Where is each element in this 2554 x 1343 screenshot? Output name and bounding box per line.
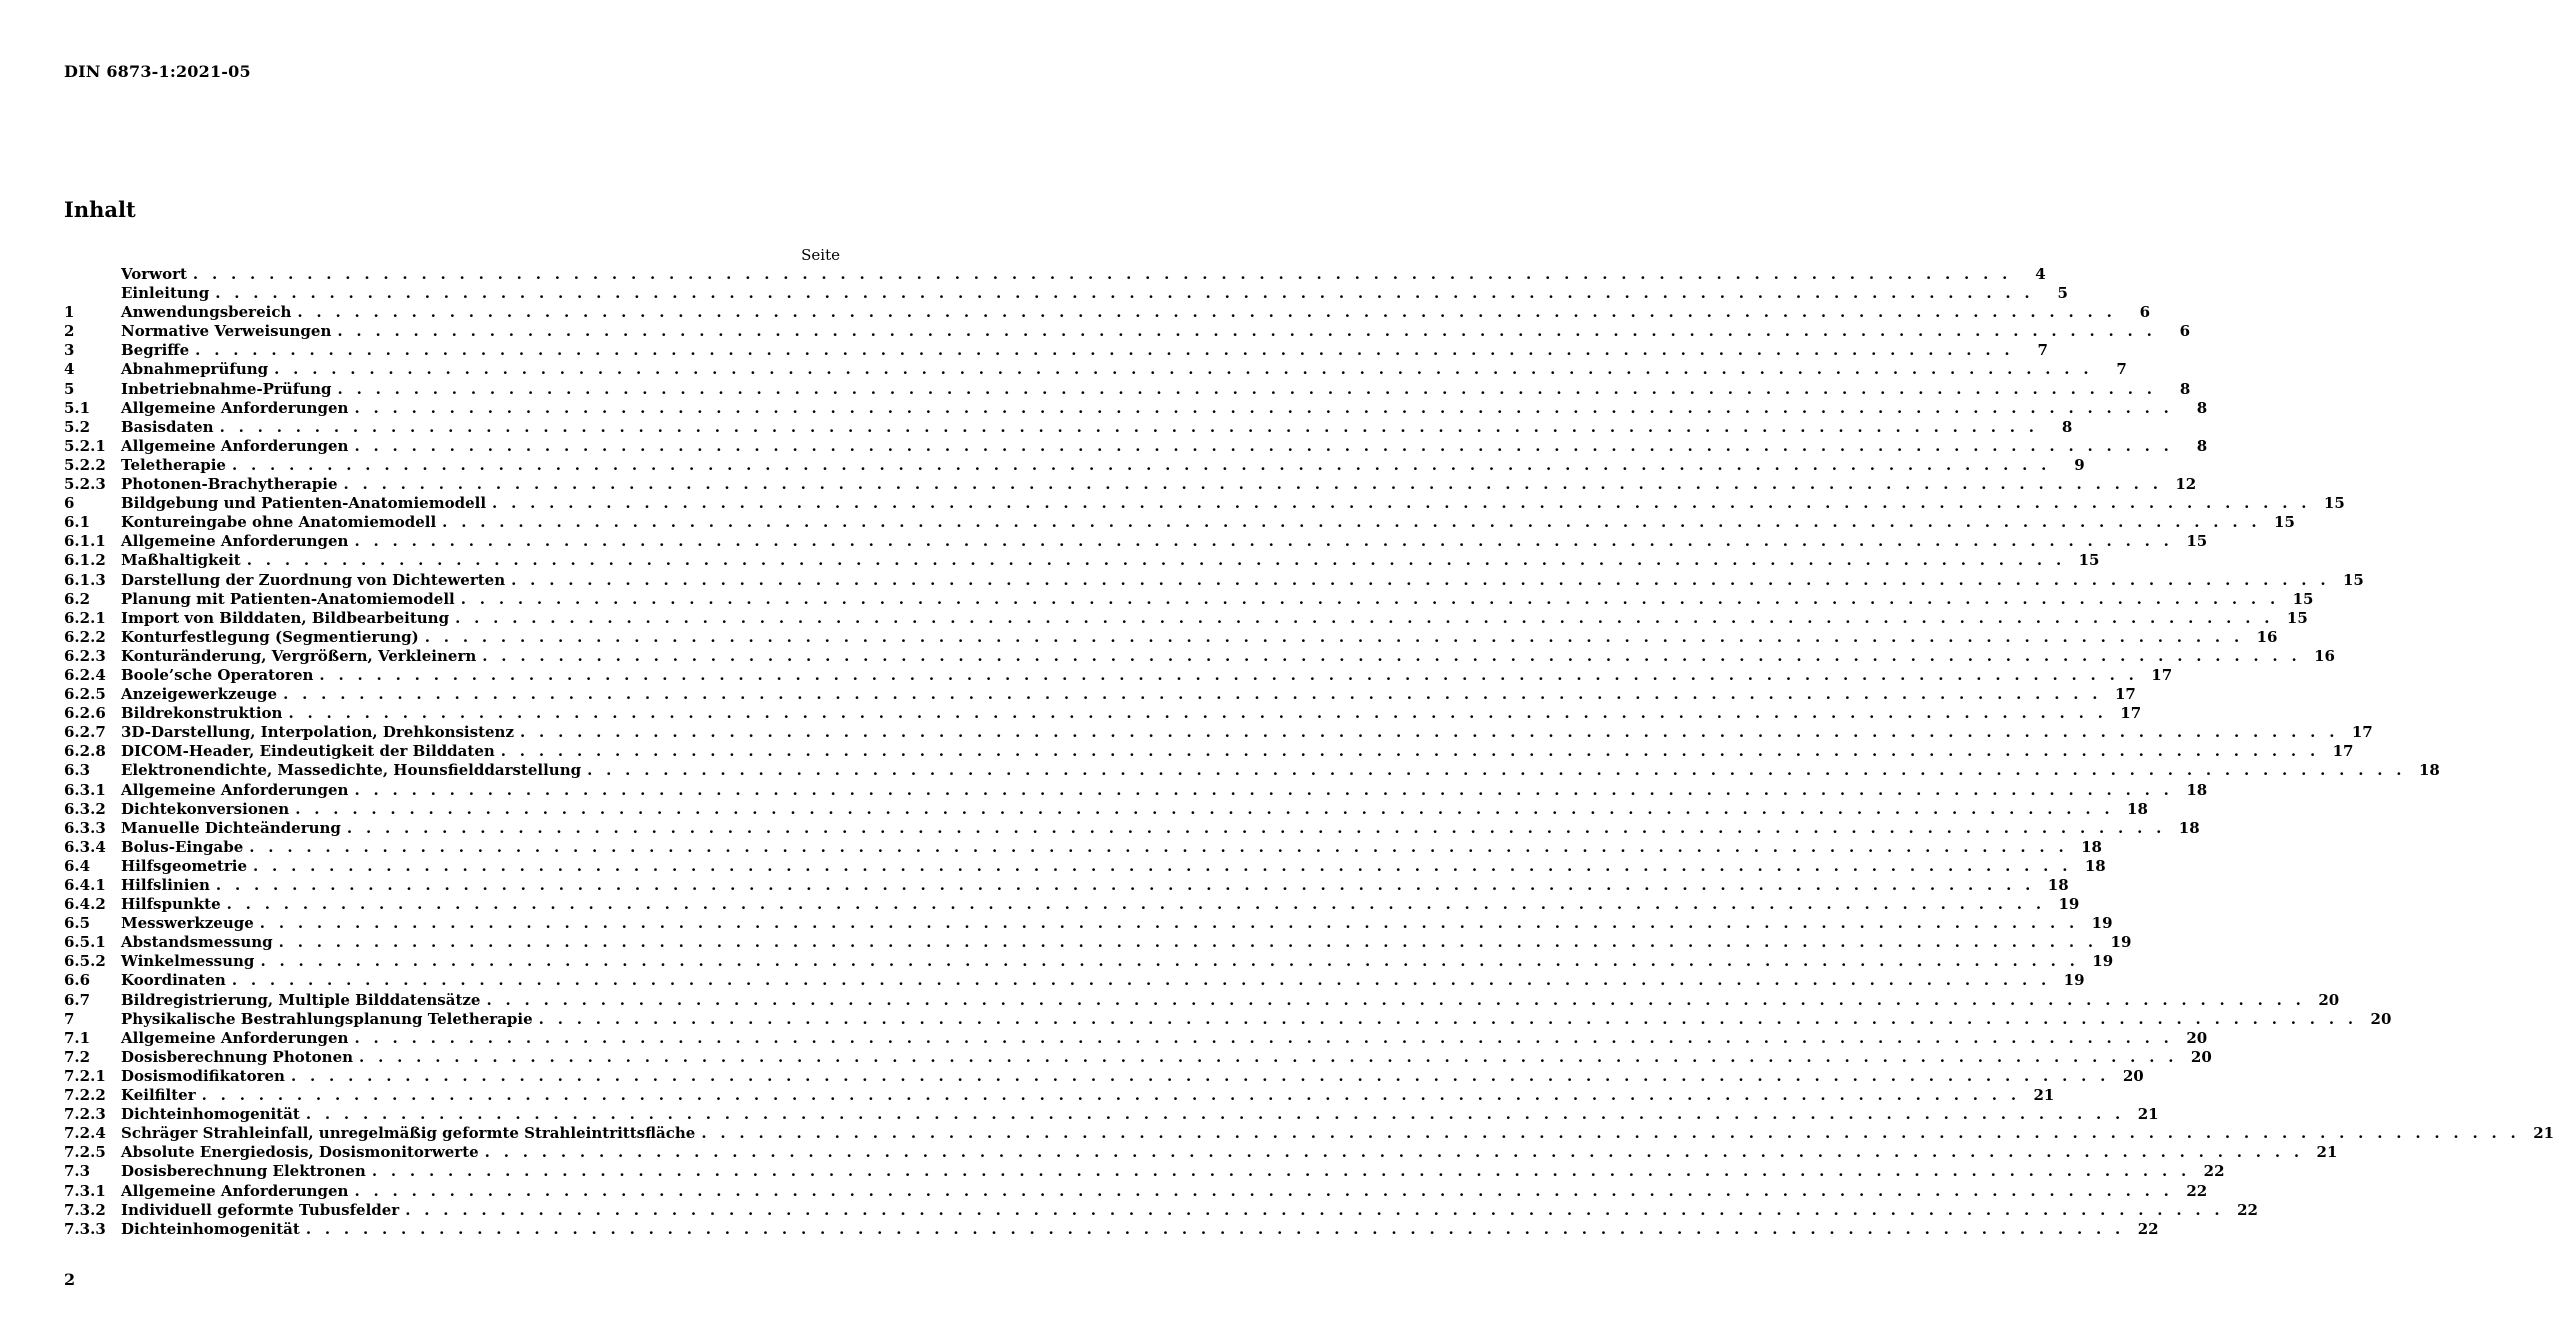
toc-entry-title: Kontureingabe ohne Anatomiemodell <box>121 513 437 532</box>
toc-entry-title: Hilfsgeometrie <box>121 856 247 875</box>
toc-entry-number: 6.3.3 <box>64 818 106 837</box>
toc-entry-page: 20 <box>2318 990 2340 1009</box>
toc-entry[interactable] <box>64 780 2208 800</box>
toc-entry-number: 7.2.2 <box>64 1086 106 1105</box>
toc-entry-title: Vorwort <box>121 265 187 283</box>
dot-leader <box>295 800 2114 819</box>
dot-leader <box>482 647 2301 666</box>
toc-entry-page: 21 <box>2533 1124 2554 1143</box>
toc-entry-number: 6.3.1 <box>64 780 106 799</box>
toc-entry-page: 17 <box>2351 723 2373 742</box>
document-id: DIN 6873-1:2021-05 <box>64 62 251 81</box>
dot-leader <box>347 819 2166 838</box>
toc-entry-page: 8 <box>2179 379 2191 398</box>
toc-entry-number: 6 <box>64 494 75 513</box>
dot-leader <box>215 284 2034 303</box>
toc-entry-number: 7.3 <box>64 1162 91 1181</box>
dot-leader <box>260 914 2079 933</box>
toc-entry-page: 7 <box>2116 360 2127 379</box>
toc-entry-number: 6.4.2 <box>64 895 106 914</box>
toc-entry-title: Planung mit Patienten-Anatomiemodell <box>121 589 455 608</box>
toc-entry-number: 6.1.3 <box>64 570 106 589</box>
dot-leader <box>501 742 2320 761</box>
dot-leader <box>701 1124 2520 1143</box>
dot-leader <box>511 571 2330 590</box>
dot-leader <box>461 590 2280 609</box>
toc-entry[interactable] <box>64 1028 2208 1048</box>
dot-leader <box>260 952 2079 971</box>
toc-entry[interactable] <box>64 494 2345 513</box>
toc-entry-number: 6.1.2 <box>64 551 106 570</box>
dot-leader <box>306 1220 2125 1239</box>
toc-entry-title: Absolute Energiedosis, Dosismonitorwerte <box>121 1143 479 1162</box>
toc-entry-number: 6.3 <box>64 761 91 780</box>
toc-entry[interactable] <box>64 818 2200 838</box>
dot-leader <box>455 609 2274 628</box>
toc-entry-page: 18 <box>2047 876 2069 894</box>
toc-entry-page: 21 <box>2316 1143 2338 1162</box>
toc-entry[interactable] <box>64 1181 2208 1201</box>
toc-entry-page: 15 <box>2292 589 2314 608</box>
toc-entry-title: Inbetriebnahme-Prüfung <box>121 379 332 398</box>
toc-entry-page: 20 <box>2122 1066 2144 1085</box>
dot-leader <box>539 1010 2358 1029</box>
toc-entry[interactable] <box>64 856 2106 876</box>
dot-leader <box>405 1201 2224 1220</box>
toc-entry[interactable] <box>64 1143 2338 1162</box>
toc-entry-number: 6.4.1 <box>64 876 106 894</box>
toc-entry-page: 15 <box>2186 532 2208 551</box>
toc-entry-title: Begriffe <box>121 341 190 360</box>
toc-entry-number: 6.5.1 <box>64 933 106 952</box>
page-column-label: Seite <box>801 246 840 264</box>
toc-entry-page: 19 <box>2058 895 2080 914</box>
toc-entry-title: 3D-Darstellung, Interpolation, Drehkonsistenz <box>121 723 514 742</box>
dot-leader <box>279 933 2098 952</box>
toc-entry[interactable] <box>64 761 2440 780</box>
toc-entry-page: 15 <box>2078 551 2100 570</box>
toc-entry-number: 6.2.4 <box>64 665 106 684</box>
toc-entry-page: 16 <box>2314 646 2335 665</box>
toc-entry[interactable] <box>64 799 2148 819</box>
toc-entry-page: 8 <box>2196 436 2208 455</box>
toc-entry-title: Winkelmessung <box>121 952 255 971</box>
toc-entry-page: 20 <box>2190 1047 2212 1066</box>
toc-entry-page: 19 <box>2091 914 2113 933</box>
toc-entry-number: 6.1 <box>64 513 91 532</box>
dot-leader <box>492 494 2311 513</box>
toc-entry-number: 5.2.1 <box>64 436 106 455</box>
toc-entry-number: 6.5.2 <box>64 952 106 971</box>
toc-entry-title: Maßhaltigkeit <box>121 551 241 570</box>
toc-entry-title: Abstandsmessung <box>121 933 273 952</box>
toc-entry[interactable] <box>64 589 2314 609</box>
toc-entry-title: Allgemeine Anforderungen <box>121 398 349 417</box>
toc-entry[interactable] <box>64 990 2340 1010</box>
toc-entry-title: Bildregistrierung, Multiple Bilddatensätze <box>121 990 481 1009</box>
toc-entry-title: Dichtekonversionen <box>121 799 290 818</box>
toc-entry-page: 15 <box>2342 570 2364 589</box>
toc-entry-title: Abnahmeprüfung <box>121 360 269 379</box>
toc-entry-number: 7.2.5 <box>64 1143 106 1162</box>
dot-leader <box>425 628 2244 647</box>
toc-entry[interactable] <box>64 971 2085 990</box>
toc-entry-page: 15 <box>2286 608 2308 627</box>
toc-entry-number: 5 <box>64 379 75 398</box>
dot-leader <box>587 761 2406 780</box>
toc-entry-page: 8 <box>2061 417 2073 436</box>
toc-entry[interactable] <box>64 360 2127 379</box>
toc-entry-title: Konturfestlegung (Segmentierung) <box>121 627 419 646</box>
toc-entry[interactable] <box>64 417 2073 437</box>
toc-entry-title: Normative Verweisungen <box>121 322 332 341</box>
toc-entry-number: 5.1 <box>64 398 91 417</box>
toc-entry-title: Allgemeine Anforderungen <box>121 780 349 799</box>
toc-entry-number: 7.2.4 <box>64 1124 106 1143</box>
toc-entry-page: 19 <box>2063 971 2085 990</box>
toc-entry-number: 6.2.3 <box>64 646 106 665</box>
toc-entry[interactable] <box>64 723 2373 742</box>
toc-entry-number: 7.2.1 <box>64 1066 106 1085</box>
toc-entry[interactable] <box>64 742 2354 761</box>
toc-entry-page: 18 <box>2081 837 2102 856</box>
toc-entry-title: Dosismodifikatoren <box>121 1066 285 1085</box>
toc-entry[interactable] <box>64 265 2046 284</box>
toc-entry[interactable] <box>64 341 2048 360</box>
toc-entry-title: Manuelle Dichteänderung <box>121 818 341 837</box>
toc-entry-number: 4 <box>64 360 75 379</box>
toc-entry-title: Physikalische Bestrahlungsplanung Teletherapie <box>121 1009 533 1028</box>
toc-entry-title: Photonen-Brachytherapie <box>121 475 338 494</box>
toc-entry-title: Allgemeine Anforderungen <box>121 1181 349 1200</box>
dot-leader <box>297 303 2116 322</box>
toc-entry[interactable] <box>64 455 2085 475</box>
toc-entry-title: Dosisberechnung Photonen <box>121 1047 354 1066</box>
toc-entry-title: Dichteinhomogenität <box>121 1219 300 1238</box>
toc-entry-number: 5.2 <box>64 417 91 436</box>
dot-leader <box>319 666 2138 685</box>
dot-leader <box>247 551 2066 570</box>
toc-entry-title: Schräger Strahleinfall, unregelmäßig geformte Strahleintrittsfläche <box>121 1124 696 1143</box>
toc-entry-title: Keilfilter <box>121 1086 196 1105</box>
dot-leader <box>344 475 2163 494</box>
toc-entry-title: Boole’sche Operatoren <box>121 665 314 684</box>
toc-entry-number: 6.2.2 <box>64 627 106 646</box>
toc-entry-title: Import von Bilddaten, Bildbearbeitung <box>121 608 450 627</box>
toc-entry-number: 6.6 <box>64 971 91 990</box>
toc-entry-title: Elektronendichte, Massedichte, Hounsfielddarstellung <box>121 761 582 780</box>
toc-entry-title: Hilfspunkte <box>121 895 221 914</box>
toc-entry[interactable] <box>64 914 2113 933</box>
toc-entry-page: 4 <box>2035 265 2046 283</box>
toc-entry[interactable] <box>64 570 2364 590</box>
dot-leader <box>274 360 2093 379</box>
toc-entry-number: 5.2.3 <box>64 475 106 494</box>
toc-entry[interactable] <box>64 952 2114 971</box>
toc-entry[interactable] <box>64 933 2132 952</box>
toc-entry[interactable] <box>64 1009 2392 1029</box>
toc-entry-page: 18 <box>2178 818 2200 837</box>
toc-entry-page: 6 <box>2179 322 2191 341</box>
toc-entry-title: Darstellung der Zuordnung von Dichtewerten <box>121 570 506 589</box>
toc-entry-title: Bolus-Eingabe <box>121 837 244 856</box>
dot-leader <box>306 1105 2125 1124</box>
dot-leader <box>195 341 2014 360</box>
toc-entry-number: 6.2.5 <box>64 685 106 704</box>
toc-entry[interactable] <box>64 1086 2055 1105</box>
toc-entry-page: 17 <box>2332 742 2354 761</box>
toc-entry-page: 17 <box>2114 685 2136 704</box>
toc-entry-number: 5.2.2 <box>64 455 106 474</box>
toc-entry[interactable] <box>64 436 2208 456</box>
toc-entry[interactable] <box>64 895 2080 914</box>
toc-entry-page: 17 <box>2120 704 2142 723</box>
toc-entry-title: Basisdaten <box>121 417 214 436</box>
toc-entry-page: 20 <box>2186 1028 2208 1047</box>
dot-leader <box>232 456 2051 475</box>
toc-entry[interactable] <box>64 1162 2225 1181</box>
toc-entry-page: 21 <box>2137 1105 2159 1124</box>
toc-entry-title: Einleitung <box>121 284 210 303</box>
toc-entry-page: 22 <box>2186 1181 2208 1200</box>
toc-entry-title: Anwendungsbereich <box>121 303 292 322</box>
toc-entry-title: Koordinaten <box>121 971 226 990</box>
toc-entry-title: Anzeigewerkzeuge <box>121 685 278 704</box>
toc-entry-number: 6.4 <box>64 856 91 875</box>
toc-entry-number: 6.2.1 <box>64 608 106 627</box>
dot-leader <box>354 437 2173 456</box>
toc-entry-page: 9 <box>2074 455 2085 474</box>
toc-entry-number: 1 <box>64 303 75 322</box>
toc-entry-title: Messwerkzeuge <box>121 914 254 933</box>
toc-entry-page: 18 <box>2186 780 2208 799</box>
toc-entry-title: Bildgebung und Patienten-Anatomiemodell <box>121 494 487 513</box>
dot-leader <box>193 265 2012 284</box>
dot-leader <box>220 418 2039 437</box>
toc-entry-number: 7.3.1 <box>64 1181 106 1200</box>
toc-entry-page: 18 <box>2127 799 2148 818</box>
dot-leader <box>359 1048 2178 1067</box>
dot-leader <box>354 781 2173 800</box>
toc-entry[interactable] <box>64 1124 2554 1143</box>
toc-entry[interactable] <box>64 532 2208 551</box>
toc-entry-page: 19 <box>2092 952 2114 971</box>
dot-leader <box>354 1029 2173 1048</box>
toc-entry-page: 15 <box>2323 494 2345 513</box>
dot-leader <box>288 704 2107 723</box>
toc-entry-title: DICOM-Header, Eindeutigkeit der Bilddaten <box>121 742 495 761</box>
toc-entry[interactable] <box>64 665 2173 685</box>
dot-leader <box>283 685 2102 704</box>
toc-entry[interactable] <box>64 551 2100 570</box>
toc-entry-title: Allgemeine Anforderungen <box>121 1028 349 1047</box>
toc-title: Inhalt <box>64 197 136 222</box>
toc-entry-page: 19 <box>2110 933 2132 952</box>
dot-leader <box>227 895 2046 914</box>
dot-leader <box>253 857 2072 876</box>
toc-entry[interactable] <box>64 1200 2258 1220</box>
dot-leader <box>520 723 2339 742</box>
toc-entry-page: 22 <box>2237 1200 2258 1219</box>
dot-leader <box>354 532 2173 551</box>
toc-entry-page: 21 <box>2033 1086 2055 1105</box>
dot-leader <box>486 991 2305 1010</box>
toc-entry-number: 6.2.8 <box>64 742 106 761</box>
toc-entry-page: 8 <box>2196 398 2208 417</box>
toc-entry[interactable] <box>64 398 2208 418</box>
toc-entry-number: 7 <box>64 1009 75 1028</box>
toc-entry-title: Konturänderung, Vergrößern, Verkleinern <box>121 646 477 665</box>
dot-leader <box>485 1143 2304 1162</box>
toc-entry-number: 6.1.1 <box>64 532 106 551</box>
toc-entry-title: Dichteinhomogenität <box>121 1105 300 1124</box>
toc-entry-title: Hilfslinien <box>121 876 210 894</box>
toc-entry-title: Allgemeine Anforderungen <box>121 436 349 455</box>
dot-leader <box>249 838 2068 857</box>
toc-entry[interactable] <box>64 303 2151 322</box>
toc-entry-page: 22 <box>2203 1162 2225 1181</box>
dot-leader <box>372 1162 2191 1181</box>
table-of-contents <box>64 265 2554 1239</box>
toc-entry-number: 6.7 <box>64 990 91 1009</box>
toc-entry-page: 17 <box>2151 665 2173 684</box>
toc-entry-title: Individuell geformte Tubusfelder <box>121 1200 400 1219</box>
toc-entry[interactable] <box>64 513 2295 532</box>
toc-entry-number: 3 <box>64 341 75 360</box>
toc-entry[interactable] <box>64 1219 2159 1239</box>
toc-entry[interactable] <box>64 475 2197 494</box>
toc-entry-title: Allgemeine Anforderungen <box>121 532 349 551</box>
toc-entry-page: 22 <box>2137 1219 2159 1238</box>
toc-entry[interactable] <box>64 876 2069 895</box>
toc-entry-title: Dosisberechnung Elektronen <box>121 1162 366 1181</box>
toc-entry-number: 7.3.2 <box>64 1200 106 1219</box>
dot-leader <box>338 380 2157 399</box>
toc-entry-title: Teletherapie <box>121 455 226 474</box>
toc-entry-number: 6.2 <box>64 589 91 608</box>
toc-entry-number: 2 <box>64 322 75 341</box>
toc-entry-number: 6.2.6 <box>64 704 106 723</box>
toc-entry[interactable] <box>64 379 2191 399</box>
toc-entry-page: 5 <box>2057 284 2068 303</box>
dot-leader <box>337 322 2156 341</box>
toc-entry[interactable] <box>64 627 2278 647</box>
dot-leader <box>216 876 2035 895</box>
page-number: 2 <box>64 1270 76 1289</box>
dot-leader <box>354 399 2173 418</box>
toc-entry-number: 6.3.2 <box>64 799 106 818</box>
toc-entry-title: Bildrekonstruktion <box>121 704 283 723</box>
toc-entry[interactable] <box>64 1047 2212 1067</box>
toc-entry-number: 7.2 <box>64 1047 91 1066</box>
toc-entry-page: 18 <box>2084 856 2106 875</box>
toc-entry-page: 6 <box>2139 303 2151 322</box>
toc-entry-page: 18 <box>2418 761 2440 780</box>
toc-entry[interactable] <box>64 284 2068 303</box>
toc-entry[interactable] <box>64 1105 2159 1124</box>
toc-entry[interactable] <box>64 1066 2144 1086</box>
toc-entry[interactable] <box>64 837 2102 857</box>
dot-leader <box>291 1067 2110 1086</box>
toc-entry-number: 7.3.3 <box>64 1219 106 1238</box>
toc-entry-page: 15 <box>2274 513 2295 532</box>
toc-entry-number: 6.3.4 <box>64 837 106 856</box>
toc-entry-number: 6.5 <box>64 914 91 933</box>
toc-entry-page: 16 <box>2256 627 2278 646</box>
toc-entry-page: 20 <box>2370 1009 2392 1028</box>
toc-entry-page: 7 <box>2037 341 2048 360</box>
dot-leader <box>354 1182 2173 1201</box>
dot-leader <box>442 513 2261 532</box>
toc-entry-number: 7.1 <box>64 1028 91 1047</box>
toc-entry[interactable] <box>64 608 2308 628</box>
toc-entry[interactable] <box>64 704 2142 723</box>
toc-entry[interactable] <box>64 322 2191 341</box>
toc-entry-page: 12 <box>2175 475 2197 494</box>
toc-entry-number: 7.2.3 <box>64 1105 106 1124</box>
dot-leader <box>232 971 2051 990</box>
toc-entry[interactable] <box>64 646 2335 666</box>
dot-leader <box>202 1086 2021 1105</box>
toc-entry[interactable] <box>64 685 2136 704</box>
toc-entry-number: 6.2.7 <box>64 723 106 742</box>
